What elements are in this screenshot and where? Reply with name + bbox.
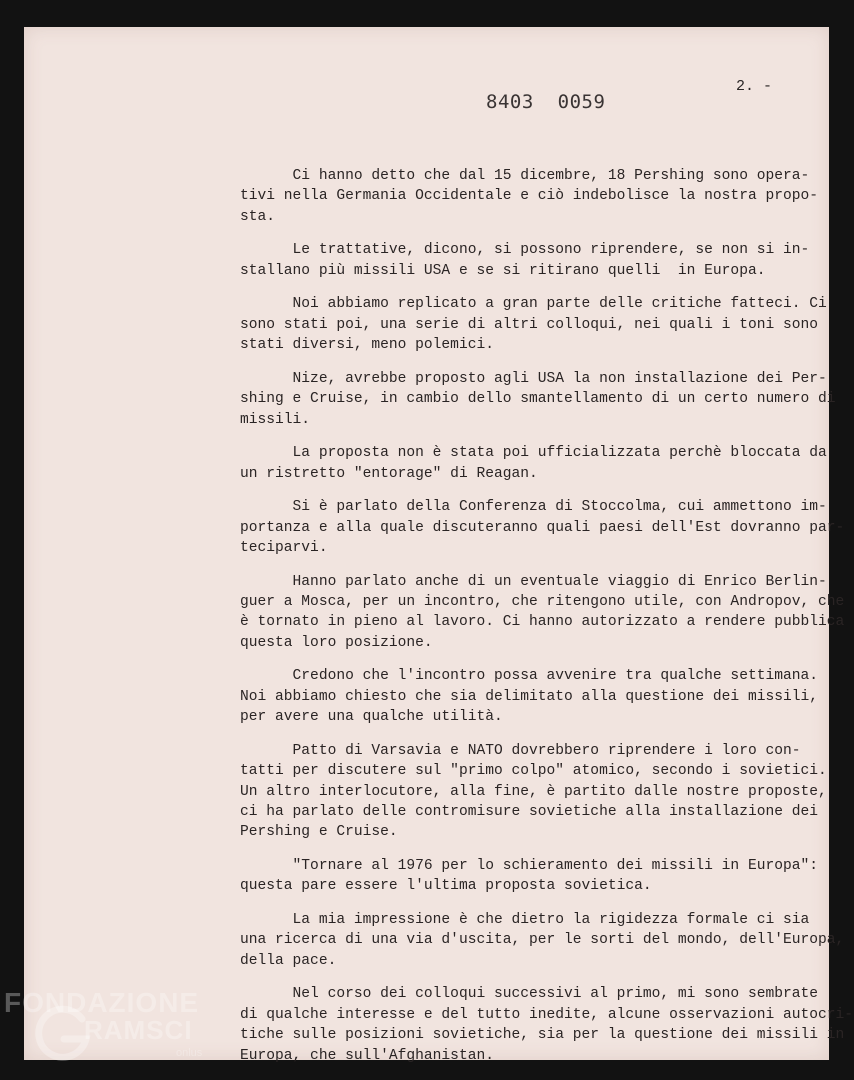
paragraph: La proposta non è stata poi ufficializzata perchè bloccata da un ristretto "entorage" di Reagan. bbox=[240, 445, 827, 482]
paragraph: Le trattative, dicono, si possono riprendere, se non si in- stallano più missili USA e se si ritirano quelli in Europa. bbox=[240, 242, 810, 279]
letter-body bbox=[240, 166, 854, 1079]
fondazione-gramsci-watermark bbox=[4, 987, 209, 1067]
paragraph: La mia impressione è che dietro la rigidezza formale ci sia una ricerca di una via d'uscita, per le sorti del mondo, dell'Europa, della pace. bbox=[240, 912, 845, 969]
paragraph: Nize, avrebbe proposto agli USA la non installazione dei Per- shing e Cruise, in cambio dello smantellamento di un certo numero di missili. bbox=[240, 370, 836, 428]
paragraph: Credono che l'incontro possa avvenire tra qualche settimana. Noi abbiamo chiesto che sia delimitato alla questione dei missili, per avere una qualche utilità. bbox=[240, 668, 819, 726]
paragraph: Noi abbiamo replicato a gran parte delle critiche fatteci. Ci sono stati poi, una serie di altri colloqui, nei quali i toni sono stati diversi, meno polemici. bbox=[240, 296, 827, 354]
paragraph: Ci hanno detto che dal 15 dicembre, 18 Pershing sono opera- tivi nella Germania Occidentale e ciò indebolisce la nostra propo- sta. bbox=[240, 168, 819, 225]
watermark-line-2: RAMSCI bbox=[84, 1015, 193, 1045]
paragraph: Patto di Varsavia e NATO dovrebbero riprendere i loro con- tatti per discutere sul "primo colpo" atomico, secondo i sovietici. Un altro interlocutore, alla fine, è partito dalle nostre proposte, ci ha parlato delle contromisure sovietiche alla installazione dei Pershing e Cruise. bbox=[240, 742, 827, 841]
page-number: 2. - bbox=[736, 78, 773, 95]
paragraph: Hanno parlato anche di un eventuale viaggio di Enrico Berlin- guer a Mosca, per un incontro, che ritengono utile, con Andropov, che è tornato in pieno al lavoro. Ci hanno autorizzato a rendere pubblica questa loro posizione. bbox=[240, 573, 845, 651]
document-page bbox=[24, 27, 854, 1064]
archive-stamp: 8403 0059 bbox=[486, 91, 606, 113]
watermark-line-1: FONDAZIONE bbox=[4, 987, 200, 1018]
watermark-suffix: onlus bbox=[176, 1047, 203, 1059]
paragraph: "Tornare al 1976 per lo schieramento dei missili in Europa": questa pare essere l'ultima proposta sovietica. bbox=[240, 858, 819, 895]
paragraph: Si è parlato della Conferenza di Stoccolma, cui ammettono im- portanza e alla quale discuteranno quali paesi dell'Est dovranno par- teciparvi. bbox=[240, 499, 845, 557]
paragraph: Nel corso dei colloqui successivi al primo, mi sono sembrate di qualche interesse e del tutto inedite, alcune osservazioni autocri- tiche sulle posizioni sovietiche, sia per la questione dei missili in Europa, che sull'Afghanistan. bbox=[240, 986, 854, 1064]
